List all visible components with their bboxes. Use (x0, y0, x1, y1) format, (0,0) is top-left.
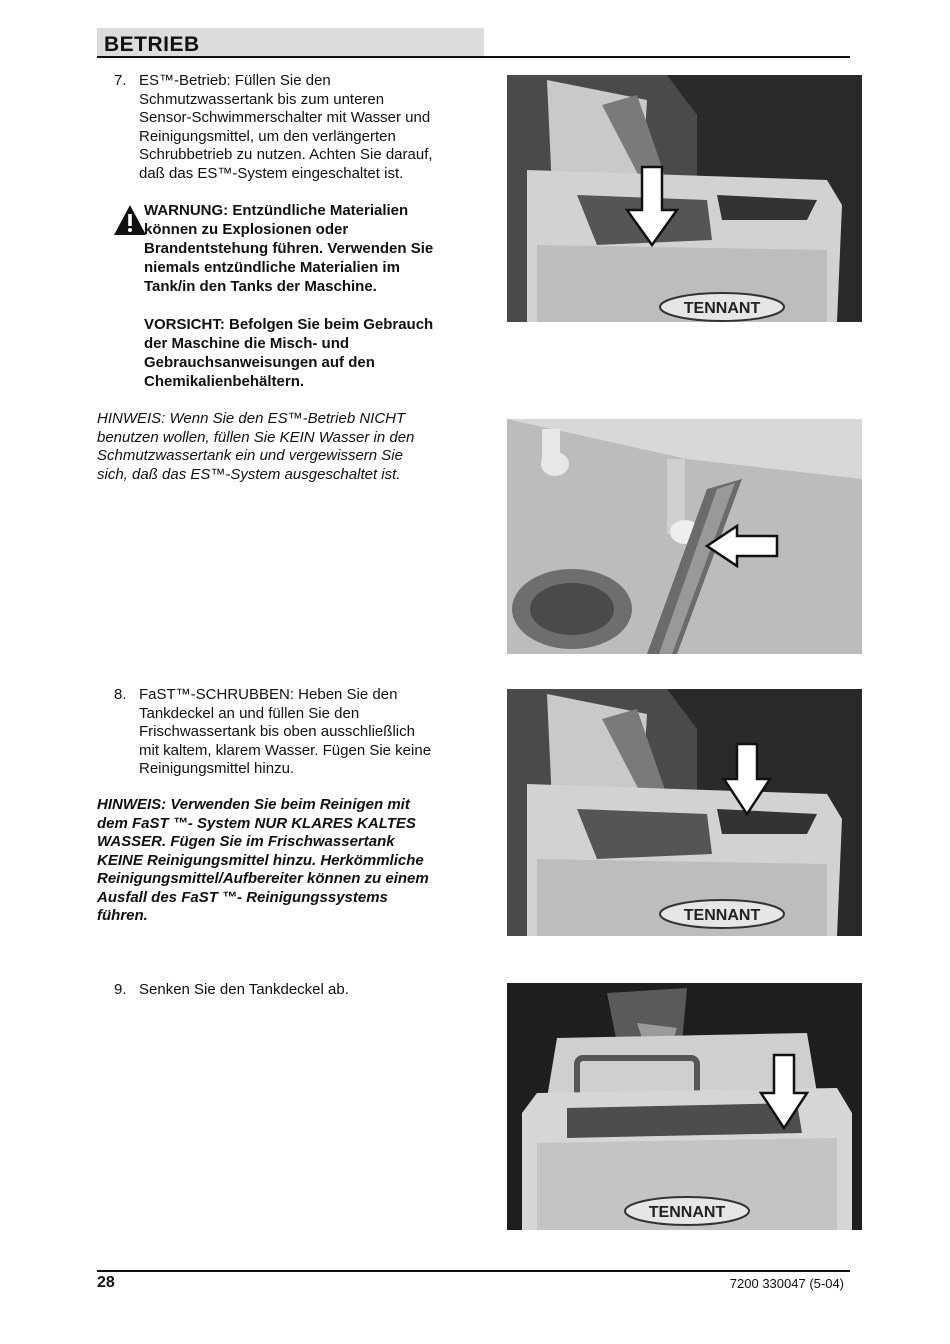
step-line: Senken Sie den Tankdeckel ab. (139, 981, 349, 998)
note-fast-system: HINWEIS: Verwenden Sie beim Reinigen mit dem FaST ™- System NUR KLARES KALTES WASSER. Fügen Sie im Frischwassertank KEINE Reinigungsmittel hinzu. Herkömmliche Reinigungsmittel/Aufbereiter können zu einem Ausfall des FaST ™- Reinigungssystems führen. (97, 796, 429, 924)
header-divider (97, 56, 850, 58)
section-title: BETRIEB (104, 33, 200, 56)
step-line: Schmutzwassertank bis zum unteren (139, 90, 385, 108)
step-line: ES™-Betrieb: Füllen Sie den (139, 72, 331, 89)
document-code: 7200 330047 (5-04) (729, 1276, 844, 1291)
footer-divider (97, 1270, 850, 1272)
step-line: FaST™-SCHRUBBEN: Heben Sie den (139, 686, 398, 703)
step-line: Reinigungsmittel, um den verlängerten (139, 127, 396, 145)
step-number: 7. (114, 72, 127, 89)
step-line: Tankdeckel an und füllen Sie den (139, 704, 360, 722)
note-es-off: HINWEIS: Wenn Sie den ES™-Betrieb NICHT benutzen wollen, füllen Sie KEIN Wasser in den Schmutzwassertank ein und vergewissern Sie sich, daß das ES™-System ausgeschaltet ist. (97, 410, 415, 483)
brand-label: TENNANT (683, 300, 761, 317)
step-line: Reinigungsmittel hinzu. (139, 760, 295, 777)
photo-fresh-water-tank (507, 689, 862, 936)
step-line: Frischwassertank bis oben ausschließlich (139, 723, 415, 740)
step-line: daß das ES™-System eingeschaltet ist. (139, 164, 404, 182)
step-line: Sensor-Schwimmerschalter mit Wasser und (139, 109, 431, 126)
step-line: mit kaltem, klarem Wasser. Fügen Sie keine (139, 741, 432, 759)
warning-block (144, 201, 474, 410)
warning-triangle-icon (113, 204, 147, 236)
photo-float-sensor (507, 419, 862, 654)
brand-label: TENNANT (648, 1204, 726, 1221)
photo-lower-lid (507, 983, 862, 1230)
step-number: 9. (114, 981, 127, 998)
step-line: Schrubbetrieb zu nutzen. Achten Sie darauf, (139, 146, 433, 163)
step-number: 8. (114, 686, 127, 703)
warning-text: WARNUNG: Entzündliche Materialien können zu Explosionen oder Brandentstehung führen. Verwenden Sie niemals entzündliche Materialien im Tank/in den Tanks der Maschine. (144, 202, 434, 295)
brand-label: TENNANT (683, 907, 761, 924)
page-number: 28 (97, 1274, 115, 1291)
photo-recovery-tank (507, 75, 862, 322)
caution-text: VORSICHT: Befolgen Sie beim Gebrauch der Maschine die Misch- und Gebrauchsanweisungen auf den Chemikalienbehältern. (144, 316, 434, 390)
